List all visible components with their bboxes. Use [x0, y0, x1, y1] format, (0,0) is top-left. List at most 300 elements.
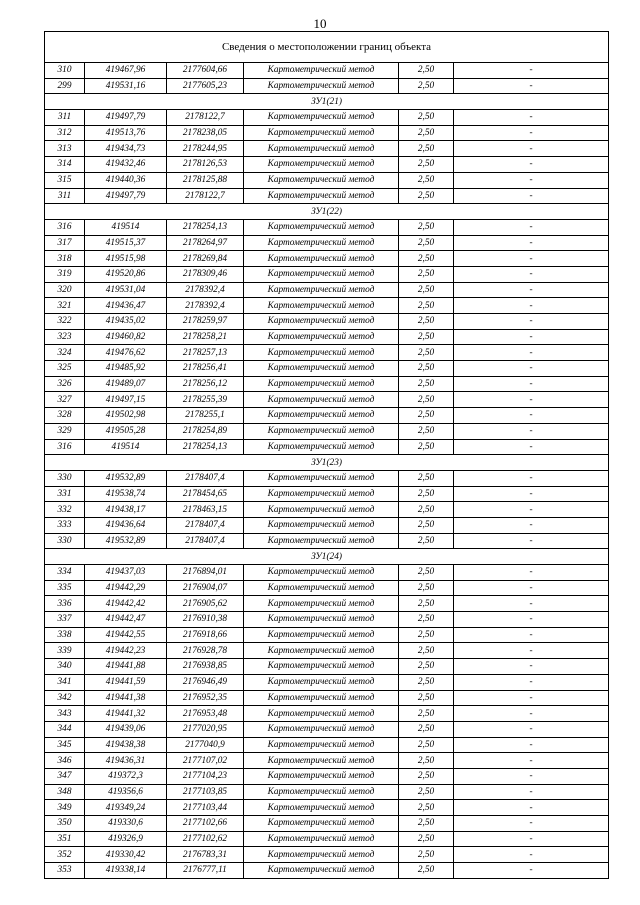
coordinate-x-cell: 419514: [85, 219, 167, 235]
accuracy-cell: 2,50: [399, 282, 454, 298]
section-row: [45, 204, 609, 220]
coordinate-x-cell: 419538,74: [85, 486, 167, 502]
description-cell: -: [454, 580, 609, 596]
accuracy-cell: 2,50: [399, 408, 454, 424]
method-cell: Картометрический метод: [244, 690, 399, 706]
method-cell: Картометрический метод: [244, 78, 399, 94]
table-row: [45, 863, 609, 879]
method-cell: Картометрический метод: [244, 706, 399, 722]
point-number-cell: 311: [45, 110, 85, 126]
table-row: [45, 690, 609, 706]
description-cell: -: [454, 235, 609, 251]
coordinate-x-cell: 419436,64: [85, 517, 167, 533]
coordinate-x-cell: 419467,96: [85, 63, 167, 79]
coordinate-x-cell: 419441,59: [85, 674, 167, 690]
description-cell: -: [454, 219, 609, 235]
point-number-cell: 337: [45, 612, 85, 628]
point-number-cell: 314: [45, 157, 85, 173]
table-row: [45, 376, 609, 392]
coordinate-y-cell: 2178258,21: [167, 329, 244, 345]
description-cell: -: [454, 847, 609, 863]
method-cell: Картометрический метод: [244, 157, 399, 173]
coordinate-x-cell: 419441,32: [85, 706, 167, 722]
table-row: [45, 816, 609, 832]
section-row: [45, 549, 609, 565]
coordinate-y-cell: 2178256,41: [167, 361, 244, 377]
section-label: ЗУ1(23): [45, 455, 609, 471]
accuracy-cell: 2,50: [399, 565, 454, 581]
coordinate-x-cell: 419515,98: [85, 251, 167, 267]
coordinate-y-cell: 2178269,84: [167, 251, 244, 267]
method-cell: Картометрический метод: [244, 847, 399, 863]
coordinate-y-cell: 2176905,62: [167, 596, 244, 612]
accuracy-cell: 2,50: [399, 627, 454, 643]
accuracy-cell: 2,50: [399, 298, 454, 314]
description-cell: -: [454, 314, 609, 330]
coordinate-x-cell: 419520,86: [85, 266, 167, 282]
point-number-cell: 319: [45, 266, 85, 282]
table-row: [45, 282, 609, 298]
coordinate-y-cell: 2176938,85: [167, 659, 244, 675]
description-cell: -: [454, 816, 609, 832]
accuracy-cell: 2,50: [399, 63, 454, 79]
table-row: [45, 831, 609, 847]
table-row: [45, 439, 609, 455]
coordinate-y-cell: 2178392,4: [167, 298, 244, 314]
section-row: [45, 94, 609, 110]
coordinate-x-cell: 419505,28: [85, 423, 167, 439]
table-row: [45, 847, 609, 863]
description-cell: -: [454, 157, 609, 173]
table-row: [45, 627, 609, 643]
table-row: [45, 266, 609, 282]
point-number-cell: 316: [45, 219, 85, 235]
table-row: [45, 674, 609, 690]
coordinate-y-cell: 2178407,4: [167, 517, 244, 533]
point-number-cell: 325: [45, 361, 85, 377]
method-cell: Картометрический метод: [244, 768, 399, 784]
accuracy-cell: 2,50: [399, 674, 454, 690]
coordinate-y-cell: 2177102,66: [167, 816, 244, 832]
table-row: [45, 361, 609, 377]
coordinate-y-cell: 2178392,4: [167, 282, 244, 298]
coordinate-x-cell: 419531,16: [85, 78, 167, 94]
accuracy-cell: 2,50: [399, 188, 454, 204]
description-cell: -: [454, 110, 609, 126]
coordinate-x-cell: 419485,92: [85, 361, 167, 377]
accuracy-cell: 2,50: [399, 596, 454, 612]
method-cell: Картометрический метод: [244, 470, 399, 486]
coordinate-x-cell: 419330,42: [85, 847, 167, 863]
coordinate-y-cell: 2176904,07: [167, 580, 244, 596]
point-number-cell: 350: [45, 816, 85, 832]
coordinate-x-cell: 419432,46: [85, 157, 167, 173]
description-cell: -: [454, 376, 609, 392]
coordinate-y-cell: 2177104,23: [167, 768, 244, 784]
point-number-cell: 324: [45, 345, 85, 361]
method-cell: Картометрический метод: [244, 314, 399, 330]
method-cell: Картометрический метод: [244, 188, 399, 204]
table-row: [45, 737, 609, 753]
method-cell: Картометрический метод: [244, 282, 399, 298]
method-cell: Картометрический метод: [244, 565, 399, 581]
coordinate-y-cell: 2178407,4: [167, 470, 244, 486]
coordinate-y-cell: 2177107,02: [167, 753, 244, 769]
table-row: [45, 172, 609, 188]
point-number-cell: 330: [45, 470, 85, 486]
accuracy-cell: 2,50: [399, 753, 454, 769]
description-cell: -: [454, 517, 609, 533]
table-row: [45, 470, 609, 486]
coordinate-y-cell: 2176910,38: [167, 612, 244, 628]
table-row: [45, 219, 609, 235]
table-row: [45, 800, 609, 816]
coordinate-y-cell: 2176918,66: [167, 627, 244, 643]
method-cell: Картометрический метод: [244, 737, 399, 753]
accuracy-cell: 2,50: [399, 580, 454, 596]
method-cell: Картометрический метод: [244, 219, 399, 235]
table-row: [45, 533, 609, 549]
coordinate-y-cell: 2178463,15: [167, 502, 244, 518]
accuracy-cell: 2,50: [399, 141, 454, 157]
table-row: [45, 517, 609, 533]
coordinate-x-cell: 419460,82: [85, 329, 167, 345]
accuracy-cell: 2,50: [399, 831, 454, 847]
table-title: Сведения о местоположении границ объекта: [45, 32, 609, 63]
table-row: [45, 721, 609, 737]
point-number-cell: 352: [45, 847, 85, 863]
accuracy-cell: 2,50: [399, 78, 454, 94]
coordinate-x-cell: 419440,36: [85, 172, 167, 188]
coordinate-x-cell: 419532,89: [85, 533, 167, 549]
coordinate-y-cell: 2178244,95: [167, 141, 244, 157]
accuracy-cell: 2,50: [399, 863, 454, 879]
coordinate-x-cell: 419435,02: [85, 314, 167, 330]
accuracy-cell: 2,50: [399, 847, 454, 863]
coordinate-x-cell: 419442,29: [85, 580, 167, 596]
coordinate-y-cell: 2176777,11: [167, 863, 244, 879]
table-row: [45, 706, 609, 722]
method-cell: Картометрический метод: [244, 345, 399, 361]
table-row: [45, 612, 609, 628]
coordinate-y-cell: 2178257,13: [167, 345, 244, 361]
coordinate-y-cell: 2178255,39: [167, 392, 244, 408]
accuracy-cell: 2,50: [399, 110, 454, 126]
coordinate-y-cell: 2176894,01: [167, 565, 244, 581]
coordinate-y-cell: 2178254,13: [167, 439, 244, 455]
point-number-cell: 327: [45, 392, 85, 408]
description-cell: -: [454, 784, 609, 800]
method-cell: Картометрический метод: [244, 721, 399, 737]
accuracy-cell: 2,50: [399, 486, 454, 502]
coordinate-x-cell: 419442,47: [85, 612, 167, 628]
coordinate-y-cell: 2178254,89: [167, 423, 244, 439]
coordinate-x-cell: 419436,47: [85, 298, 167, 314]
accuracy-cell: 2,50: [399, 361, 454, 377]
accuracy-cell: 2,50: [399, 533, 454, 549]
table-row: [45, 251, 609, 267]
table-row: [45, 486, 609, 502]
description-cell: -: [454, 78, 609, 94]
table-row: [45, 298, 609, 314]
coordinate-x-cell: 419441,38: [85, 690, 167, 706]
method-cell: Картометрический метод: [244, 172, 399, 188]
table-row: [45, 753, 609, 769]
coordinate-x-cell: 419497,79: [85, 110, 167, 126]
accuracy-cell: 2,50: [399, 659, 454, 675]
coordinate-y-cell: 2178126,53: [167, 157, 244, 173]
coordinate-y-cell: 2178255,1: [167, 408, 244, 424]
coordinate-y-cell: 2176952,35: [167, 690, 244, 706]
coordinate-y-cell: 2177605,23: [167, 78, 244, 94]
method-cell: Картометрический метод: [244, 423, 399, 439]
coordinate-x-cell: 419515,37: [85, 235, 167, 251]
method-cell: Картометрический метод: [244, 392, 399, 408]
accuracy-cell: 2,50: [399, 706, 454, 722]
table-row: [45, 768, 609, 784]
boundary-coordinates-table: [44, 31, 609, 879]
coordinate-x-cell: 419439,06: [85, 721, 167, 737]
point-number-cell: 311: [45, 188, 85, 204]
point-number-cell: 344: [45, 721, 85, 737]
point-number-cell: 341: [45, 674, 85, 690]
point-number-cell: 316: [45, 439, 85, 455]
point-number-cell: 312: [45, 125, 85, 141]
point-number-cell: 333: [45, 517, 85, 533]
description-cell: -: [454, 596, 609, 612]
description-cell: -: [454, 643, 609, 659]
method-cell: Картометрический метод: [244, 533, 399, 549]
point-number-cell: 315: [45, 172, 85, 188]
coordinate-y-cell: 2177103,44: [167, 800, 244, 816]
table-row: [45, 580, 609, 596]
description-cell: -: [454, 612, 609, 628]
accuracy-cell: 2,50: [399, 157, 454, 173]
table-row: [45, 392, 609, 408]
point-number-cell: 322: [45, 314, 85, 330]
table-row: [45, 314, 609, 330]
method-cell: Картометрический метод: [244, 408, 399, 424]
description-cell: -: [454, 753, 609, 769]
table-row: [45, 659, 609, 675]
table-row: [45, 110, 609, 126]
point-number-cell: 323: [45, 329, 85, 345]
coordinate-y-cell: 2177020,95: [167, 721, 244, 737]
method-cell: Картометрический метод: [244, 110, 399, 126]
coordinate-x-cell: 419441,88: [85, 659, 167, 675]
method-cell: Картометрический метод: [244, 235, 399, 251]
point-number-cell: 347: [45, 768, 85, 784]
method-cell: Картометрический метод: [244, 816, 399, 832]
accuracy-cell: 2,50: [399, 219, 454, 235]
accuracy-cell: 2,50: [399, 439, 454, 455]
coordinate-y-cell: 2178122,7: [167, 110, 244, 126]
point-number-cell: 310: [45, 63, 85, 79]
table-body: [45, 32, 609, 879]
accuracy-cell: 2,50: [399, 376, 454, 392]
accuracy-cell: 2,50: [399, 502, 454, 518]
coordinate-x-cell: 419442,55: [85, 627, 167, 643]
method-cell: Картометрический метод: [244, 266, 399, 282]
point-number-cell: 348: [45, 784, 85, 800]
description-cell: -: [454, 172, 609, 188]
coordinate-x-cell: 419437,03: [85, 565, 167, 581]
description-cell: -: [454, 188, 609, 204]
method-cell: Картометрический метод: [244, 125, 399, 141]
description-cell: -: [454, 423, 609, 439]
method-cell: Картометрический метод: [244, 298, 399, 314]
description-cell: -: [454, 439, 609, 455]
coordinate-y-cell: 2178454,65: [167, 486, 244, 502]
point-number-cell: 320: [45, 282, 85, 298]
accuracy-cell: 2,50: [399, 784, 454, 800]
coordinate-x-cell: 419489,07: [85, 376, 167, 392]
description-cell: -: [454, 408, 609, 424]
coordinate-x-cell: 419438,17: [85, 502, 167, 518]
point-number-cell: 326: [45, 376, 85, 392]
accuracy-cell: 2,50: [399, 612, 454, 628]
accuracy-cell: 2,50: [399, 517, 454, 533]
table-row: [45, 157, 609, 173]
coordinate-x-cell: 419497,79: [85, 188, 167, 204]
point-number-cell: 313: [45, 141, 85, 157]
description-cell: -: [454, 392, 609, 408]
method-cell: Картометрический метод: [244, 251, 399, 267]
description-cell: -: [454, 831, 609, 847]
section-label: ЗУ1(21): [45, 94, 609, 110]
accuracy-cell: 2,50: [399, 172, 454, 188]
description-cell: -: [454, 125, 609, 141]
accuracy-cell: 2,50: [399, 470, 454, 486]
coordinate-y-cell: 2178256,12: [167, 376, 244, 392]
accuracy-cell: 2,50: [399, 690, 454, 706]
description-cell: -: [454, 863, 609, 879]
coordinate-x-cell: 419338,14: [85, 863, 167, 879]
coordinate-x-cell: 419436,31: [85, 753, 167, 769]
table-row: [45, 784, 609, 800]
accuracy-cell: 2,50: [399, 768, 454, 784]
coordinate-y-cell: 2178309,46: [167, 266, 244, 282]
table-row: [45, 345, 609, 361]
method-cell: Картометрический метод: [244, 63, 399, 79]
method-cell: Картометрический метод: [244, 502, 399, 518]
coordinate-x-cell: 419476,62: [85, 345, 167, 361]
coordinate-x-cell: 419434,73: [85, 141, 167, 157]
method-cell: Картометрический метод: [244, 517, 399, 533]
method-cell: Картометрический метод: [244, 831, 399, 847]
coordinate-y-cell: 2178254,13: [167, 219, 244, 235]
point-number-cell: 353: [45, 863, 85, 879]
method-cell: Картометрический метод: [244, 800, 399, 816]
point-number-cell: 334: [45, 565, 85, 581]
coordinate-x-cell: 419497,15: [85, 392, 167, 408]
method-cell: Картометрический метод: [244, 596, 399, 612]
coordinate-y-cell: 2176928,78: [167, 643, 244, 659]
point-number-cell: 317: [45, 235, 85, 251]
accuracy-cell: 2,50: [399, 345, 454, 361]
point-number-cell: 329: [45, 423, 85, 439]
description-cell: -: [454, 533, 609, 549]
table-row: [45, 141, 609, 157]
description-cell: -: [454, 298, 609, 314]
accuracy-cell: 2,50: [399, 816, 454, 832]
coordinate-x-cell: 419531,04: [85, 282, 167, 298]
coordinate-x-cell: 419442,42: [85, 596, 167, 612]
description-cell: -: [454, 706, 609, 722]
description-cell: -: [454, 721, 609, 737]
accuracy-cell: 2,50: [399, 737, 454, 753]
method-cell: Картометрический метод: [244, 376, 399, 392]
coordinate-x-cell: 419330,6: [85, 816, 167, 832]
coordinate-y-cell: 2178125,88: [167, 172, 244, 188]
accuracy-cell: 2,50: [399, 329, 454, 345]
point-number-cell: 351: [45, 831, 85, 847]
table-row: [45, 408, 609, 424]
table-title-row: [45, 32, 609, 63]
point-number-cell: 340: [45, 659, 85, 675]
method-cell: Картометрический метод: [244, 580, 399, 596]
description-cell: -: [454, 141, 609, 157]
coordinate-y-cell: 2177604,66: [167, 63, 244, 79]
description-cell: -: [454, 502, 609, 518]
coordinate-y-cell: 2178122,7: [167, 188, 244, 204]
table-row: [45, 596, 609, 612]
coordinate-y-cell: 2177103,85: [167, 784, 244, 800]
coordinate-y-cell: 2177102,62: [167, 831, 244, 847]
method-cell: Картометрический метод: [244, 612, 399, 628]
accuracy-cell: 2,50: [399, 314, 454, 330]
method-cell: Картометрический метод: [244, 361, 399, 377]
description-cell: -: [454, 737, 609, 753]
accuracy-cell: 2,50: [399, 423, 454, 439]
coordinate-y-cell: 2176953,48: [167, 706, 244, 722]
coordinate-x-cell: 419356,6: [85, 784, 167, 800]
description-cell: -: [454, 800, 609, 816]
coordinate-y-cell: 2178407,4: [167, 533, 244, 549]
method-cell: Картометрический метод: [244, 643, 399, 659]
coordinate-x-cell: 419326,9: [85, 831, 167, 847]
accuracy-cell: 2,50: [399, 721, 454, 737]
section-row: [45, 455, 609, 471]
description-cell: -: [454, 345, 609, 361]
description-cell: -: [454, 329, 609, 345]
method-cell: Картометрический метод: [244, 753, 399, 769]
point-number-cell: 299: [45, 78, 85, 94]
accuracy-cell: 2,50: [399, 251, 454, 267]
table-row: [45, 329, 609, 345]
table-row: [45, 565, 609, 581]
description-cell: -: [454, 266, 609, 282]
coordinate-y-cell: 2176946,49: [167, 674, 244, 690]
point-number-cell: 332: [45, 502, 85, 518]
accuracy-cell: 2,50: [399, 643, 454, 659]
point-number-cell: 339: [45, 643, 85, 659]
point-number-cell: 331: [45, 486, 85, 502]
description-cell: -: [454, 690, 609, 706]
coordinate-y-cell: 2176783,31: [167, 847, 244, 863]
coordinate-x-cell: 419438,38: [85, 737, 167, 753]
point-number-cell: 345: [45, 737, 85, 753]
table-row: [45, 643, 609, 659]
point-number-cell: 321: [45, 298, 85, 314]
table-row: [45, 125, 609, 141]
coordinate-y-cell: 2177040,9: [167, 737, 244, 753]
method-cell: Картометрический метод: [244, 863, 399, 879]
accuracy-cell: 2,50: [399, 800, 454, 816]
method-cell: Картометрический метод: [244, 674, 399, 690]
point-number-cell: 335: [45, 580, 85, 596]
point-number-cell: 328: [45, 408, 85, 424]
